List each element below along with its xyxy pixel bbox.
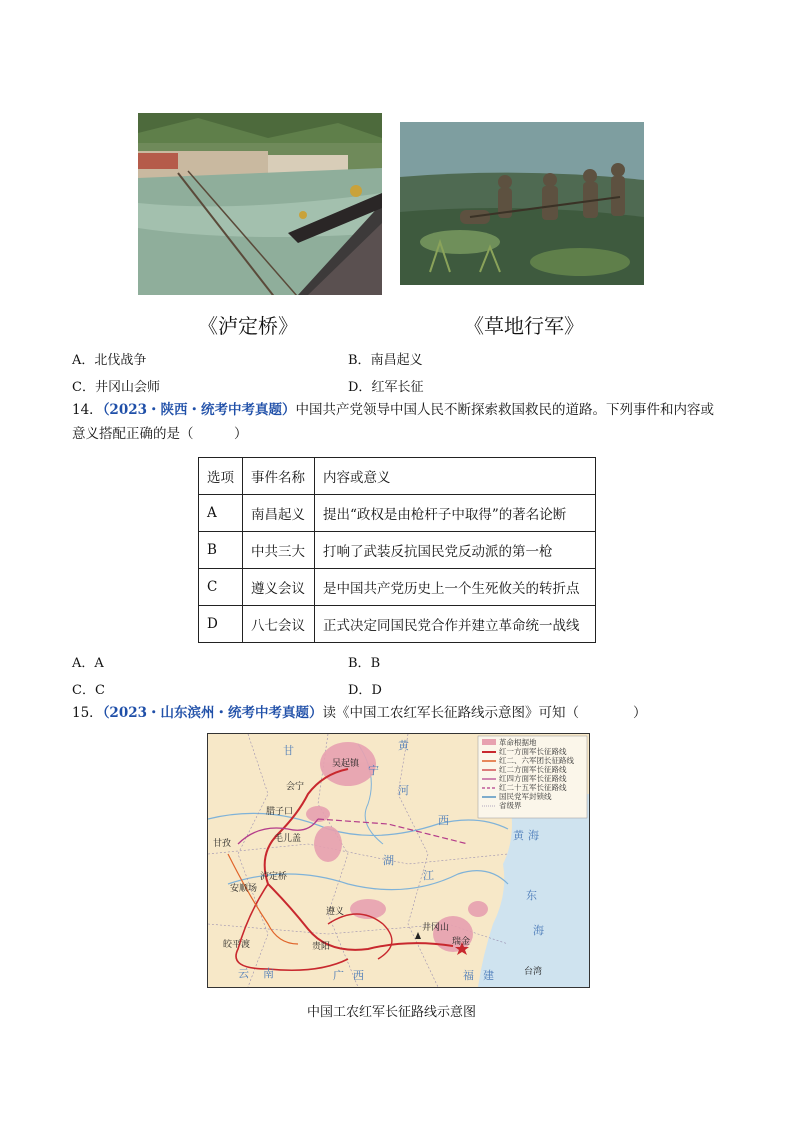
map-caption: 中国工农红军长征路线示意图 xyxy=(307,1005,477,1020)
table-cell: 中共三大 xyxy=(243,532,315,569)
region-label: 黄 xyxy=(513,829,524,842)
option-letter: D． xyxy=(348,380,372,395)
option-letter: B． xyxy=(348,353,371,368)
table-header-cell: 事件名称 xyxy=(243,458,315,495)
table-cell: 提出“政权是由枪杆子中取得”的著名论断 xyxy=(315,495,596,532)
option-letter: A． xyxy=(72,656,95,671)
legend-item: 红一方面军长征路线 xyxy=(499,747,567,756)
region-label: 南 xyxy=(263,967,274,980)
place-label: 甘孜 xyxy=(213,839,232,849)
table-header-cell: 选项 xyxy=(199,458,243,495)
option-letter: C． xyxy=(72,380,95,395)
place-label: 安顺场 xyxy=(230,884,258,894)
option-text: 井冈山会师 xyxy=(94,380,160,395)
region-label: 东 xyxy=(526,889,537,902)
question-text: 中国共产党领导中国人民不断探索救国救民的道路。下列事件和内容或 xyxy=(295,402,715,418)
q14-table xyxy=(198,457,596,643)
q15-stem xyxy=(72,701,732,725)
legend-item: 国民党军封锁线 xyxy=(499,792,552,801)
option-letter: A． xyxy=(72,353,95,368)
option-text: 北伐战争 xyxy=(94,353,147,368)
place-label: 瑞金 xyxy=(452,937,471,947)
table-cell: 正式决定同国民党合作并建立革命统一战线 xyxy=(315,606,596,643)
table-cell: 八七会议 xyxy=(243,606,315,643)
table-cell: 南昌起义 xyxy=(243,495,315,532)
table-cell: 是中国共产党历史上一个生死攸关的转折点 xyxy=(315,569,596,606)
luding-bridge-image xyxy=(138,113,382,295)
q14-option-b[interactable] xyxy=(348,652,380,671)
table-cell: C xyxy=(199,569,243,606)
q14-stem xyxy=(72,398,732,446)
region-label: 黄 xyxy=(398,739,409,752)
q13-option-a[interactable] xyxy=(72,349,146,368)
region-label: 西 xyxy=(438,814,449,827)
option-text: B xyxy=(370,656,381,671)
legend-item: 红二十五军长征路线 xyxy=(499,783,567,792)
place-label: 毛儿盖 xyxy=(274,834,302,844)
q13-option-c[interactable] xyxy=(72,376,160,395)
legend-item: 革命根据地 xyxy=(499,738,537,747)
legend-item: 省级界 xyxy=(499,801,522,810)
long-march-map-svg xyxy=(208,734,589,987)
table-row xyxy=(199,606,596,643)
region-label: 云 xyxy=(238,967,249,980)
region-label: 江 xyxy=(423,869,434,882)
question-number: 14． xyxy=(72,402,103,418)
map-legend xyxy=(478,736,587,818)
place-label: 吴起镇 xyxy=(332,759,360,769)
place-label: 遵义 xyxy=(326,907,345,917)
luding-bridge-photo xyxy=(138,113,382,295)
table-header-row xyxy=(199,458,596,495)
place-label: 泸定桥 xyxy=(260,872,288,882)
table-header-cell: 内容或意义 xyxy=(315,458,596,495)
place-label: 皎平渡 xyxy=(223,940,251,950)
option-letter: B． xyxy=(348,656,371,671)
question-number: 15． xyxy=(72,705,103,721)
place-label: 贵阳 xyxy=(312,942,331,952)
legend-item: 红二方面军长征路线 xyxy=(499,765,567,774)
option-letter: C． xyxy=(72,683,95,698)
place-label: 会宁 xyxy=(286,782,305,792)
table-row xyxy=(199,532,596,569)
q14-option-a[interactable] xyxy=(72,652,104,671)
option-letter: D． xyxy=(348,683,372,698)
region-label: 广 xyxy=(333,969,344,982)
table-row xyxy=(199,569,596,606)
table-cell: A xyxy=(199,495,243,532)
place-label: 井冈山 xyxy=(422,923,450,933)
region-label: 西 xyxy=(353,969,364,982)
table-cell: 打响了武装反抗国民党反动派的第一枪 xyxy=(315,532,596,569)
grassland-march-photo xyxy=(400,122,644,285)
q14-stem-line1 xyxy=(72,398,732,422)
region-label: 湖 xyxy=(383,854,394,867)
q14-option-c[interactable] xyxy=(72,679,105,698)
region-label: 福 xyxy=(463,969,474,982)
option-text: 南昌起义 xyxy=(370,353,423,368)
luding-bridge-caption: 《泸定桥》 xyxy=(198,314,298,338)
question-text: 读《中国工农红军长征路线示意图》可知（ ） xyxy=(322,705,647,721)
region-label: 河 xyxy=(398,784,409,797)
region-label: 甘 xyxy=(283,744,294,757)
table-cell: D xyxy=(199,606,243,643)
table-cell: 遵义会议 xyxy=(243,569,315,606)
region-label: 海 xyxy=(533,924,544,937)
q14-option-d[interactable] xyxy=(348,679,382,698)
question-source: （2023・陕西・统考中考真题） xyxy=(102,402,296,418)
place-label: 腊子口 xyxy=(266,807,294,817)
option-text: C xyxy=(94,683,105,698)
region-label: 建 xyxy=(483,969,494,982)
q13-option-d[interactable] xyxy=(348,376,423,395)
table-cell: B xyxy=(199,532,243,569)
option-text: D xyxy=(371,683,382,698)
legend-item: 红二、六军团长征路线 xyxy=(499,756,574,765)
grassland-march-caption: 《草地行军》 xyxy=(464,314,584,338)
long-march-map xyxy=(207,733,590,988)
region-label: 台湾 xyxy=(524,967,543,977)
question-source: （2023・山东滨州・统考中考真题） xyxy=(102,705,323,721)
q14-stem-line2: 意义搭配正确的是（ ） xyxy=(72,426,248,442)
option-text: A xyxy=(94,656,104,671)
q13-option-b[interactable] xyxy=(348,349,423,368)
region-label: 宁 xyxy=(368,764,379,777)
legend-item: 红四方面军长征路线 xyxy=(499,774,567,783)
grassland-march-image xyxy=(400,122,644,285)
table-row xyxy=(199,495,596,532)
region-label: 海 xyxy=(528,829,539,842)
option-text: 红军长征 xyxy=(371,380,424,395)
